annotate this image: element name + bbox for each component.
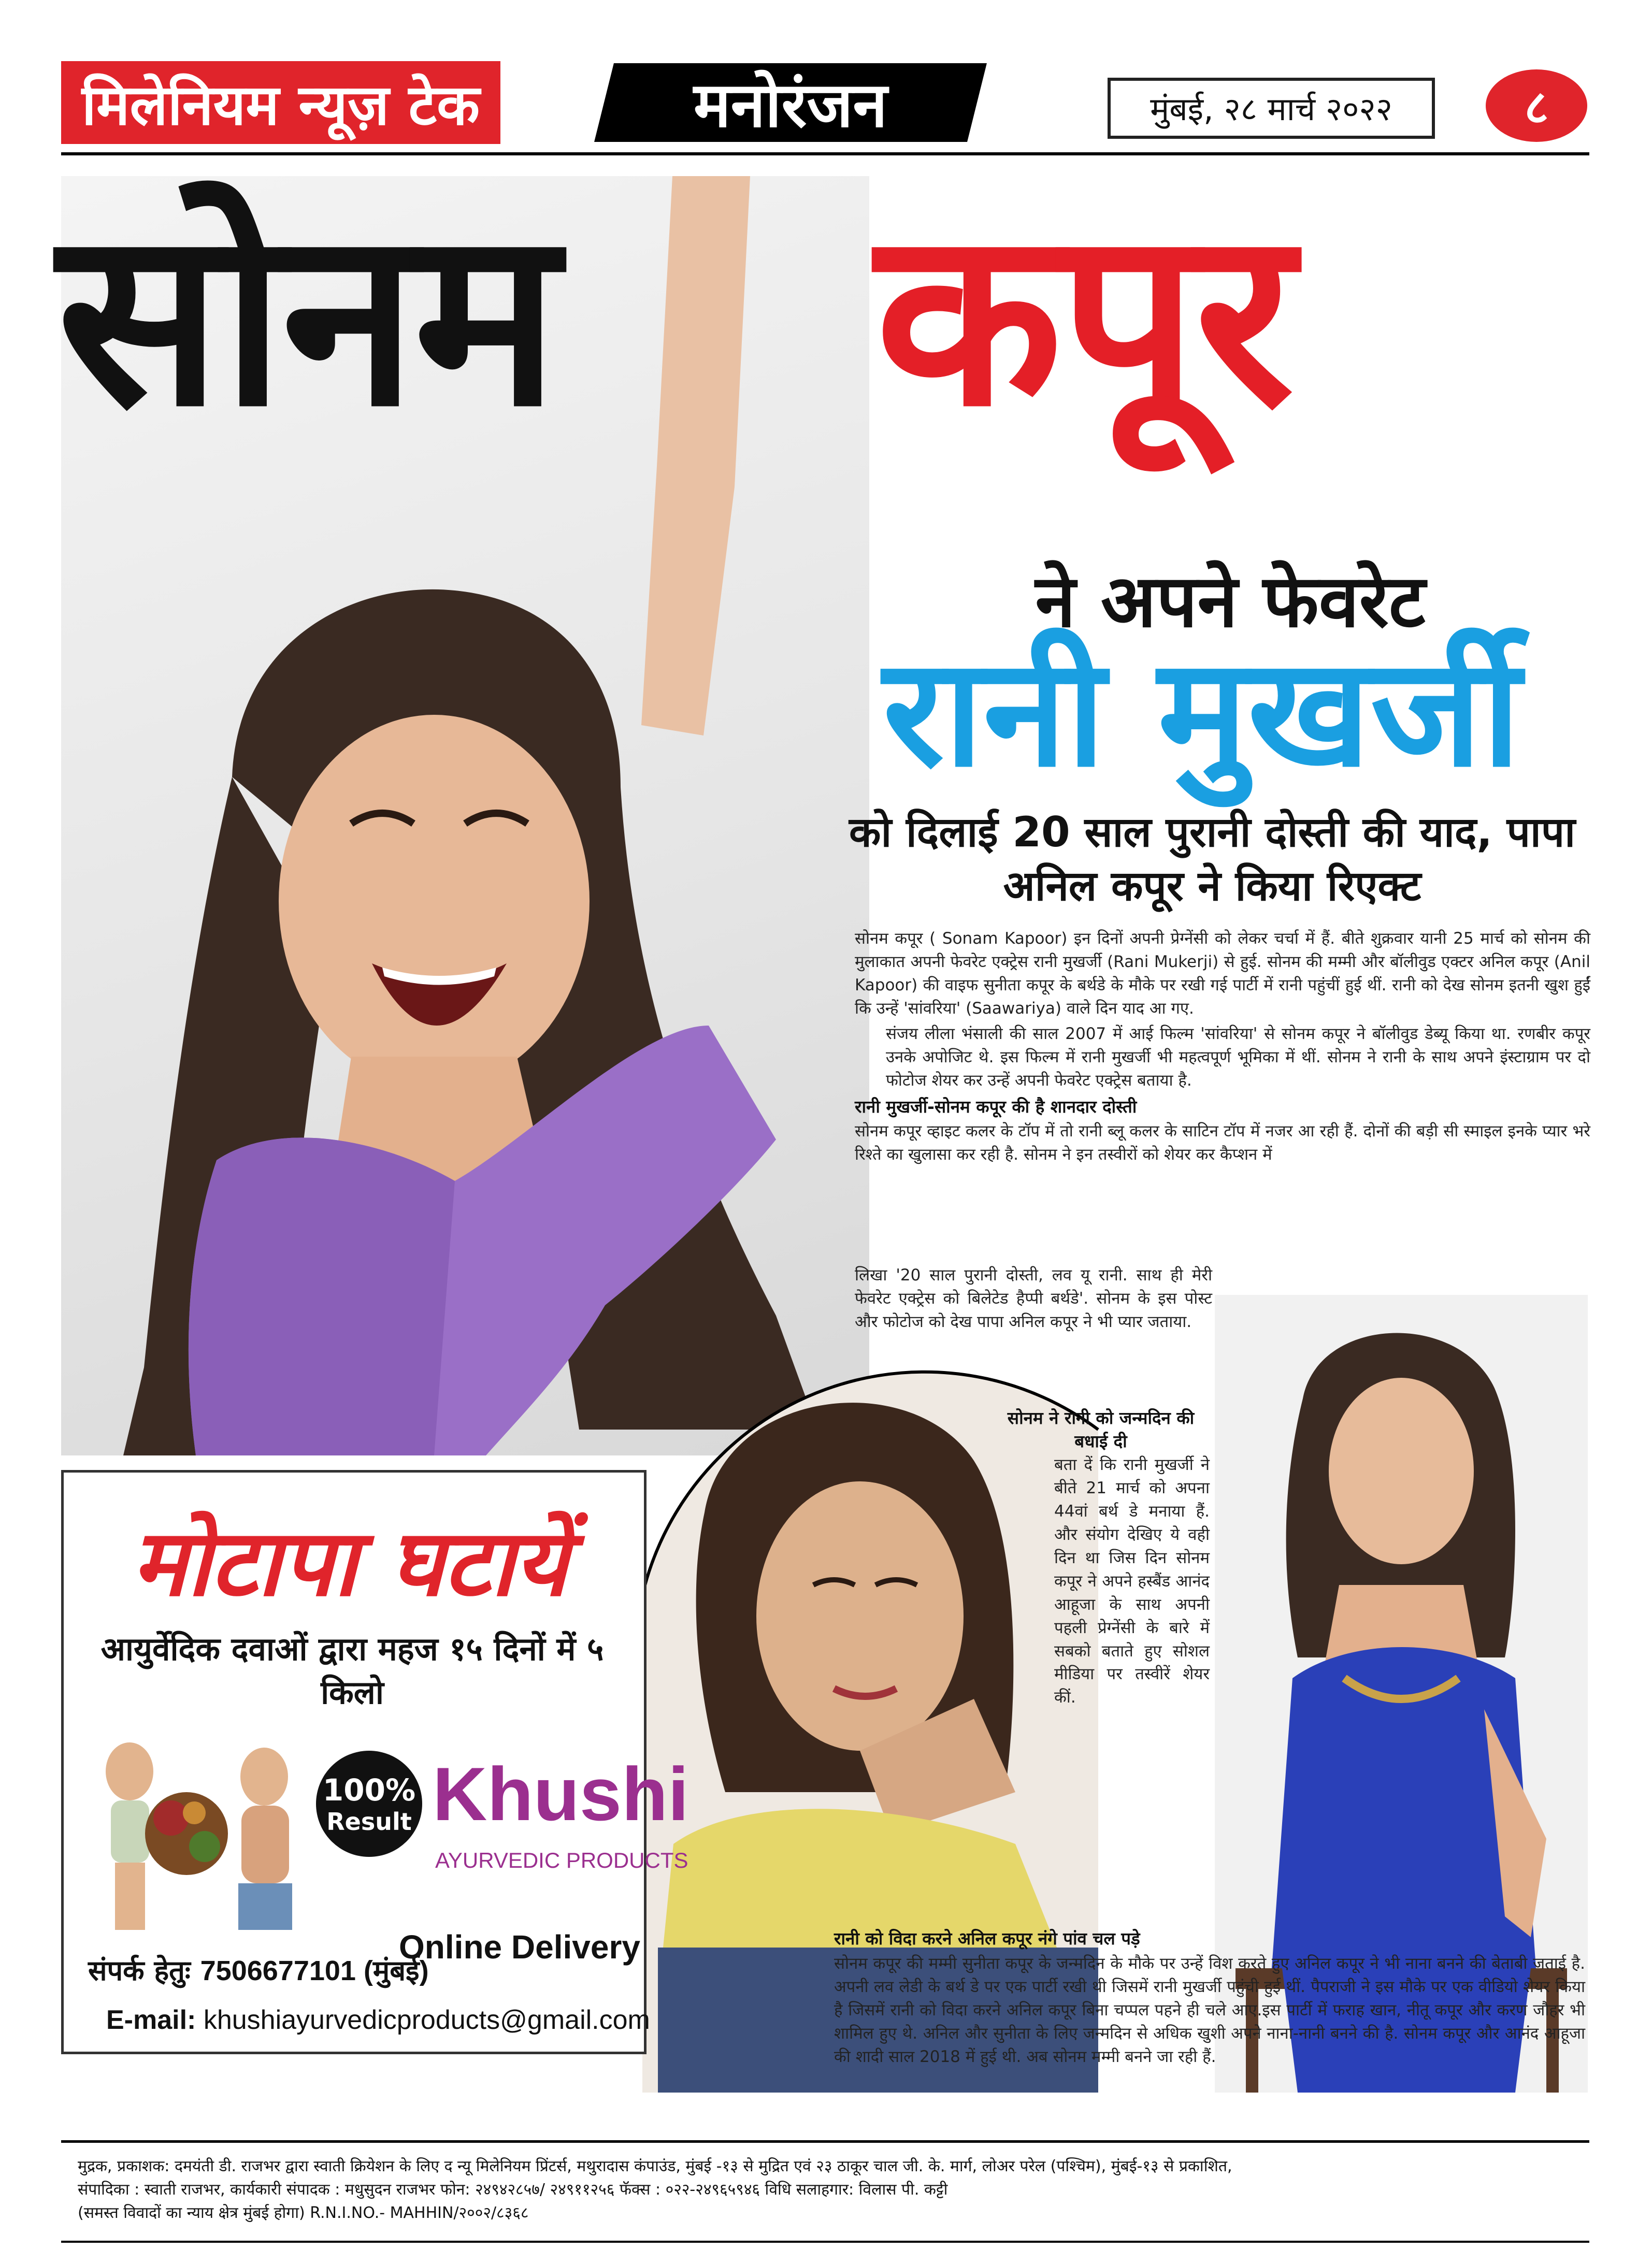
headline-part2: कपूर — [875, 177, 1291, 460]
footer-rule — [61, 2140, 1589, 2143]
ad-online-delivery: Online Delivery — [399, 1928, 640, 1966]
ad-contact-number: 7506677101 (मुंबई) — [200, 1955, 429, 1986]
article-paragraph: संजय लीला भंसाली की साल 2007 में आई फिल्म 'सांवरिया' से सोनम कपूर ने बॉलीवुड डेब्यू किया था. रणबीर कपूर उनके अपोजिट थे. इस फिल्म में रानी मुखर्जी भी महत्वपूर्ण भूमिका में थीं. सोनम ने रानी के साथ अपने इंस्टाग्राम पर दो फोटोज शेयर कर उन्हें अपनी फेवरेट एक्ट्रेस बताया है. — [886, 1024, 1590, 1090]
bottom-rule — [61, 2241, 1589, 2243]
ad-brand-logo: Khushi — [433, 1752, 689, 1836]
ad-contact — [88, 1950, 429, 1988]
ad-subline: आयुर्वेदिक दवाओं द्वारा महज १५ दिनों में ५ किलो — [100, 1630, 604, 1711]
ad-herbs-illustration — [88, 1735, 306, 1932]
imprint-line: मुद्रक, प्रकाशक: दमयंती डी. राजभर द्वारा स्वाती क्रियेशन के लिए द न्यू मिलेनियम प्रिंटर्स, मथुरादास कंपाउंड, मुंबई -१३ से मुद्रित एवं २३ ठाकूर चाल जी. के. मार्ग, लोअर परेल (पश्चिम), मुंबई-१३ से प्रकाशित, — [78, 2157, 1232, 2175]
headline-line2: ने अपने फेवरेट — [1035, 559, 1426, 644]
article-paragraph: सोनम कपूर ( Sonam Kapoor) इन दिनों अपनी प्रेग्नेंसी को लेकर चर्चा में हैं. बीते शुक्रवार यानी 25 मार्च को सोनम की मुलाकात अपनी फेवरेट एक्ट्रेस रानी मुखर्जी (Rani Mukerji) से हुई. सोनम की मम्मी और बॉलीवुड एक्टर अनिल कपूर (Anil Kapoor) की वाइफ सुनीता कपूर के बर्थडे के मौके पर रखी गई पार्टी में रानी पहुंचीं हुई थीं. रानी को देख सोनम इतनी खुश हुईं कि उन्हें 'सांवरिया' (Saawariya) वाले दिन याद आ गए. — [855, 929, 1590, 1018]
article-paragraph: बता दें कि रानी मुखर्जी ने बीते 21 मार्च को अपना 44वां बर्थ डे मनाया हैं. और संयोग देखिए ये वही दिन था जिस दिन सोनम कपूर ने अपने हस्बैंड आनंद आहूजा के साथ अपनी पहली प्रेग्नेंसी के बारे में सबको बताते हुए सोशल मीडिया पर तस्वीरें शेयर कीं. — [1054, 1455, 1210, 1707]
article-subheading: रानी को विदा करने अनिल कपूर नंगे पांव चल पड़े — [834, 1928, 1140, 1949]
page-number: ८ — [1486, 69, 1587, 142]
article-paragraph: लिखा '20 साल पुरानी दोस्ती, लव यू रानी. साथ ही मेरी फेवरेट एक्ट्रेस को बिलेटेड हैप्पी बर्थडे'. सोनम के इस पोस्ट और फोटोज को देख पापा अनिल कपूर ने भी प्यार जताया. — [855, 1266, 1212, 1331]
imprint-line: (समस्त विवादों का न्याय क्षेत्र मुंबई होगा) R.N.I.NO.- MAHHIN/२००२/८३६८ — [78, 2204, 529, 2222]
article-subheading: सोनम ने रानी को जन्मदिन की बधाई दी — [1007, 1408, 1195, 1451]
article-narrow-block — [992, 1404, 1210, 1709]
top-rule — [61, 152, 1589, 155]
headline-part1: सोनम — [57, 177, 556, 460]
imprint-footer — [78, 2155, 1580, 2225]
headline-deck: को दिलाई 20 साल पुरानी दोस्ती की याद, पापा अनिल कपूर ने किया रिएक्ट — [849, 808, 1575, 910]
result-badge-percent: 100% — [322, 1772, 416, 1808]
article-paragraph: सोनम कपूर की मम्मी सुनीता कपूर के जन्मदिन के मौके पर उन्हें विश करते हुए अनिल कपूर ने भी नाना बनने की बेताबी जताई है. अपनी लव लेडी के बर्थ डे पर एक पार्टी रखी थी जिसमें रानी मुखर्जी पहुंची हुई थीं. पैपराजी ने इस मौके पर एक वीडियो शेयर किया है जिसमें रानी को विदा करने अनिल कपूर बिना चप्पल पहने ही चले आए.इस पार्टी में फराह खान, नीतू कपूर और करण जौहर भी शामिल हुए थे. अनिल और सुनीता के लिए जन्मदिन से अधिक खुशी अपने नाना-नानी बनने की है. सोनम कपूर और आनंद आहूजा की शादी साल 2018 में हुई थी. अब सोनम मम्मी बनने जा रही हैं. — [834, 1954, 1585, 2066]
result-badge-label: Result — [326, 1807, 412, 1836]
newspaper-brand: मिलेनियम न्यूज़ टेक — [61, 61, 500, 144]
ad-product-image — [88, 1735, 306, 1932]
ad-email — [106, 2005, 650, 2036]
article-mid-block — [855, 1264, 1212, 1336]
ad-brand-sub: AYURVEDIC PRODUCTS — [435, 1848, 688, 1872]
ad-contact-label: संपर्क हेतुः — [88, 1954, 191, 1987]
article-paragraph: सोनम कपूर व्हाइट कलर के टॉप में तो रानी ब्लू कलर के साटिन टॉप में नजर आ रही हैं. दोनों की बड़ी सी स्माइल इनके प्यार भरे रिश्ते का खुलासा कर रही है. सोनम ने इन तस्वीरों को शेयर कर कैप्शन में — [855, 1122, 1590, 1164]
imprint-line: संपादिका : स्वाती राजभर, कार्यकारी संपादक : मधुसुदन राजभर फोन: २४९४२८५७/ २४९११२५६ फॅक्स : ०२२-२४९६५९४६ विधि सलाहगार: विलास पी. कट्टी — [78, 2181, 948, 2199]
article-subheading: रानी मुखर्जी-सोनम कपूर की है शानदार दोस्ती — [855, 1096, 1137, 1117]
ad-email-label: E-mail: — [106, 2005, 196, 2035]
section-label — [594, 63, 987, 142]
article-top-block — [855, 927, 1590, 1169]
article-bottom-block — [834, 1924, 1585, 2071]
ad-email-address: khushiayurvedicproducts@gmail.com — [203, 2005, 650, 2035]
result-badge — [316, 1751, 422, 1857]
headline-line3: रानी मुखर्जी — [883, 626, 1521, 800]
ad-headline: मोटापा घटायें — [132, 1509, 568, 1617]
dateline: मुंबई, २८ मार्च २०२२ — [1108, 78, 1435, 139]
section-label-text: मनोरंजन — [693, 69, 888, 141]
